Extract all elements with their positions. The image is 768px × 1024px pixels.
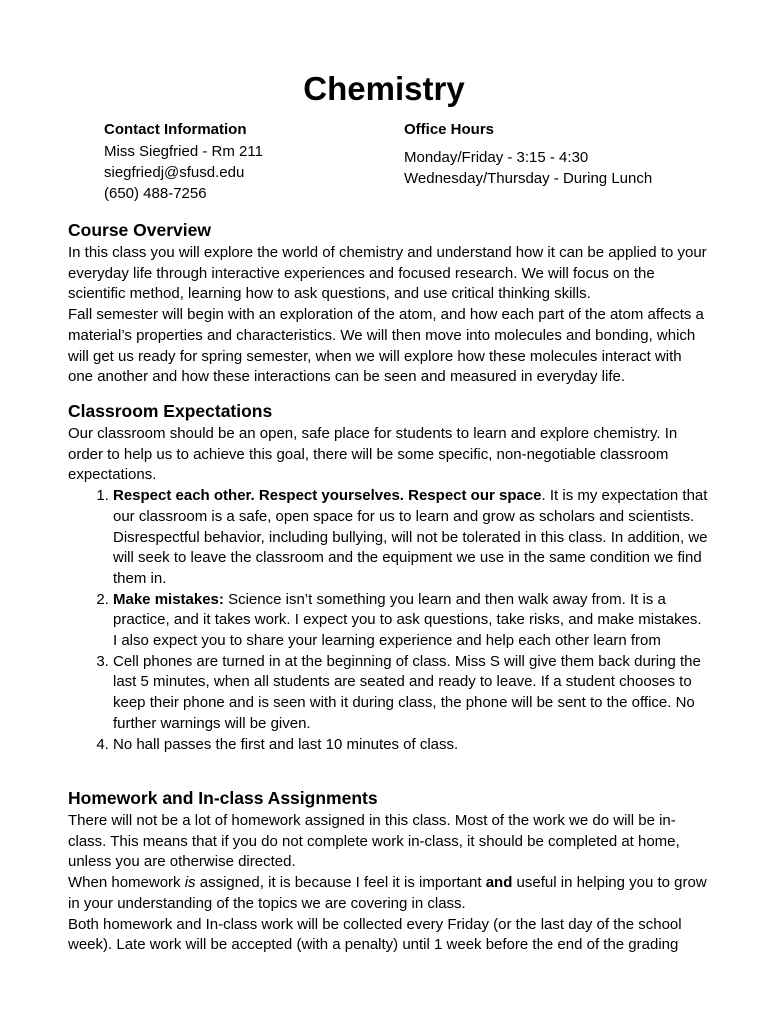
list-item-bold: Make mistakes: (113, 590, 224, 608)
list-item-text: Cell phones are turned in at the beginning of class. Miss S will give them back during the last 5 minutes, when all students are seated and ready to leave. If a student chooses to keep their phone and is seen with it during class, the phone will be sent to the office. No further warnings will be given. (113, 652, 701, 732)
page-title: Chemistry (303, 70, 465, 107)
homework-paragraph: There will not be a lot of homework assigned in this class. Most of the work we do will be in-class. This means that if you do not complete work in-class, it should be completed at home, unless you are otherwise directed. (68, 812, 680, 871)
contact-heading: Contact Information (104, 121, 247, 138)
office-hours-line: Wednesday/Thursday - During Lunch (404, 170, 653, 187)
list-item-bold: Respect each other. Respect yourselves. Respect our space (113, 487, 542, 505)
course-overview-section (68, 218, 708, 388)
homework-section (68, 786, 708, 956)
classroom-expectations-heading: Classroom Expectations (68, 401, 273, 421)
expectations-list (68, 486, 708, 755)
homework-text: useful in helping you to grow in your understanding of the topics we are covering in class. (68, 874, 707, 912)
list-item (113, 590, 708, 652)
course-overview-paragraph: Fall semester will begin with an exploration of the atom, and how each part of the atom affects a material’s properties and characteristics. We will then move into molecules and bonding, which will get us ready for spring semester, when we will explore how these molecules interact with one another and how these interactions can be seen and measured in everyday life. (68, 306, 704, 386)
homework-text-bold: and (485, 874, 513, 892)
list-item (113, 486, 708, 590)
contact-email: siegfriedj@sfusd.edu (104, 164, 245, 181)
contact-teacher-room: Miss Siegfried - Rm 211 (104, 143, 263, 160)
list-item-text: . It is my expectation that our classroom is a safe, open space for us to learn and grow as scholars and scientists. Disrespectful behavior, including bullying, will not be tolerated in this class. In addition, we will seek to leave the classroom and the equipment we use in the same condition we find them in. (113, 487, 708, 587)
homework-text-italic: is (184, 874, 196, 892)
list-item (113, 735, 708, 756)
classroom-expectations-section (68, 399, 708, 755)
course-overview-paragraph: In this class you will explore the world of chemistry and understand how it can be applied to your everyday life through interactive experiences and focused research. We will focus on the scientific method, learning how to ask questions, and use critical thinking skills. (68, 244, 707, 303)
homework-text: assigned, it is because I feel it is important (195, 874, 486, 892)
office-hours (404, 119, 652, 189)
contact-phone: (650) 488-7256 (104, 185, 207, 202)
course-overview-heading: Course Overview (68, 220, 211, 240)
homework-text: When homework (68, 874, 185, 892)
list-item-text: Science isn’t something you learn and then walk away from. It is a practice, and it takes work. I expect you to ask questions, take risks, and make mistakes. I also expect you to share your learning experience and help each other learn from (113, 590, 702, 650)
list-item-text: No hall passes the first and last 10 minutes of class. (113, 735, 459, 753)
office-hours-heading: Office Hours (404, 121, 495, 138)
classroom-expectations-intro: Our classroom should be an open, safe place for students to learn and explore chemistry. In order to help us to achieve this goal, there will be some specific, non-negotiable classroom expectations. (68, 425, 678, 484)
homework-heading: Homework and In-class Assignments (68, 788, 378, 808)
homework-paragraph (68, 873, 708, 914)
office-hours-line: Monday/Friday - 3:15 - 4:30 (404, 149, 589, 166)
list-item (113, 652, 708, 735)
homework-paragraph: Both homework and In-class work will be collected every Friday (or the last day of the school week). Late work will be accepted (with a penalty) until 1 week before the end of the grading (68, 915, 682, 954)
contact-information (104, 119, 263, 204)
